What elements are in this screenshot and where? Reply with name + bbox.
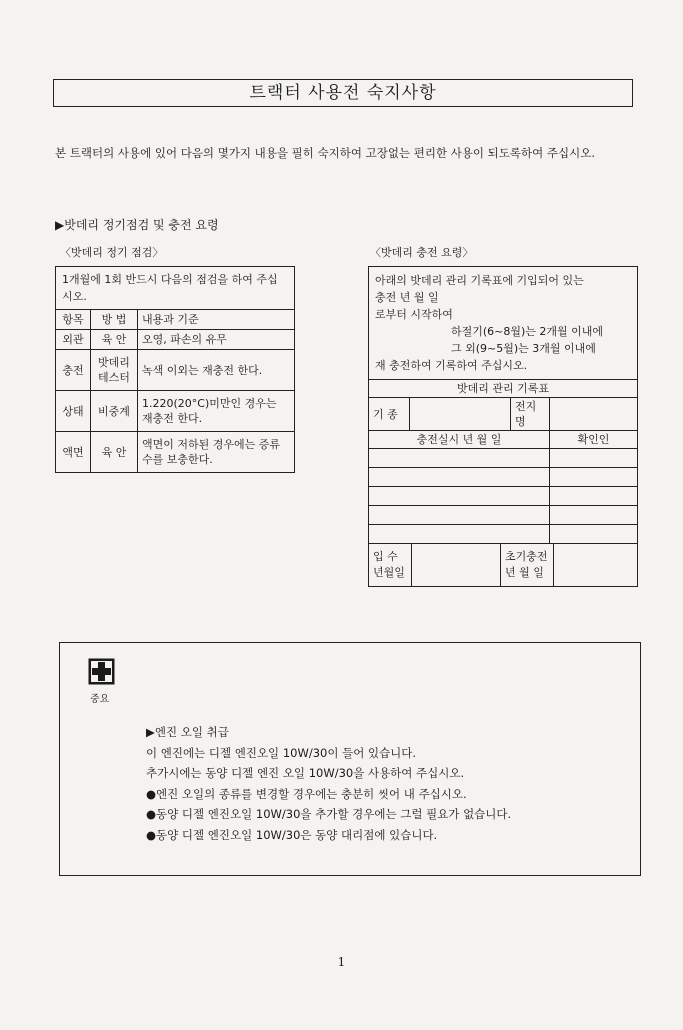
initial-charge-label: 초기충전 년 월 일 xyxy=(501,544,554,586)
record-row xyxy=(369,506,638,525)
model-value xyxy=(410,398,511,431)
note-line: 추가시에는 동양 디젤 엔진 오일 10W/30을 사용하여 주십시오. xyxy=(146,766,465,780)
confirm-header: 확인인 xyxy=(550,431,638,449)
row-method: 육 안 xyxy=(91,432,138,473)
row-content: 녹색 이외는 재충전 한다. xyxy=(138,350,295,391)
table-row xyxy=(56,391,295,432)
record-row xyxy=(369,468,638,487)
engine-oil-heading: ▶엔진 오일 취급 xyxy=(146,725,229,739)
row-method: 밧데리 테스터 xyxy=(91,350,138,391)
charging-subtitle: 〈밧데리 충전 요령〉 xyxy=(370,246,474,259)
instruction-line: 재 충전하여 기록하여 주십시오. xyxy=(375,359,528,372)
purchase-value xyxy=(412,544,501,586)
header-method: 방 법 xyxy=(91,310,138,330)
row-content: 1.220(20°C)미만인 경우는 재충전 한다. xyxy=(138,391,295,432)
record-row xyxy=(369,449,638,468)
record-row xyxy=(369,487,638,506)
table-row xyxy=(56,432,295,473)
instruction-line: 로부터 시작하여 xyxy=(375,308,453,321)
battery-section-heading: ▶밧데리 정기점검 및 충전 요령 xyxy=(55,218,219,232)
row-item: 상태 xyxy=(56,391,91,432)
note-line: ●엔진 오일의 종류를 변경할 경우에는 충분히 씻어 내 주십시오. xyxy=(146,786,467,801)
first-aid-cross-icon xyxy=(88,658,115,685)
initial-charge-value xyxy=(554,544,638,586)
instruction-line: 충전 년 월 일 xyxy=(375,291,439,304)
battery-name-label: 전지명 xyxy=(511,398,550,431)
note-line: ●동양 디젤 엔진오일 10W/30을 추가할 경우에는 그럴 필요가 없습니다. xyxy=(146,807,512,821)
battery-name-value xyxy=(550,398,638,431)
header-item: 항목 xyxy=(56,310,91,330)
instruction-line: 하절기(6~8월)는 2개월 이내에 xyxy=(451,325,604,338)
instruction-line: 그 외(9~5월)는 3개월 이내에 xyxy=(451,342,596,355)
page-number: 1 xyxy=(337,955,346,969)
purchase-label: 입 수 년월일 xyxy=(369,544,412,586)
record-row xyxy=(369,525,638,544)
table-row xyxy=(56,350,295,391)
model-label: 기 종 xyxy=(369,398,410,431)
table-row xyxy=(56,330,295,350)
intro-text: 본 트랙터의 사용에 있어 다음의 몇가지 내용을 필히 숙지하여 고장없는 편리한 사용이 되도록하여 주십시오. xyxy=(55,146,595,160)
page-title: 트랙터 사용전 숙지사항 xyxy=(53,79,633,107)
battery-charging-table xyxy=(368,266,638,587)
row-item: 외관 xyxy=(56,330,91,350)
header-content: 내용과 기준 xyxy=(138,310,295,330)
row-item: 액면 xyxy=(56,432,91,473)
engine-oil-notes xyxy=(146,722,511,845)
row-method: 육 안 xyxy=(91,330,138,350)
row-item: 충전 xyxy=(56,350,91,391)
table-header-row xyxy=(56,310,295,330)
note-line: 이 엔진에는 디젤 엔진오일 10W/30이 들어 있습니다. xyxy=(146,745,417,760)
inspection-subtitle: 〈밧데리 정기 점검〉 xyxy=(60,246,164,259)
inspection-note: 1개월에 1회 반드시 다음의 점검을 하여 주십시오. xyxy=(56,267,295,310)
row-method: 비중계 xyxy=(91,391,138,432)
charging-instructions xyxy=(369,267,638,380)
record-title: 밧데리 관리 기록표 xyxy=(369,380,638,398)
row-content: 오영, 파손의 유무 xyxy=(138,330,295,350)
important-label: 중요 xyxy=(90,694,110,705)
purchase-table xyxy=(369,544,637,586)
battery-inspection-table xyxy=(55,266,295,473)
note-line: ●동양 디젤 엔진오일 10W/30은 동양 대리점에 있습니다. xyxy=(146,827,438,842)
row-content: 액면이 저하된 경우에는 증류수를 보충한다. xyxy=(138,432,295,473)
instruction-line: 아래의 밧데리 관리 기록표에 기입되어 있는 xyxy=(375,274,584,287)
charge-date-header: 충전실시 년 월 일 xyxy=(369,431,550,449)
